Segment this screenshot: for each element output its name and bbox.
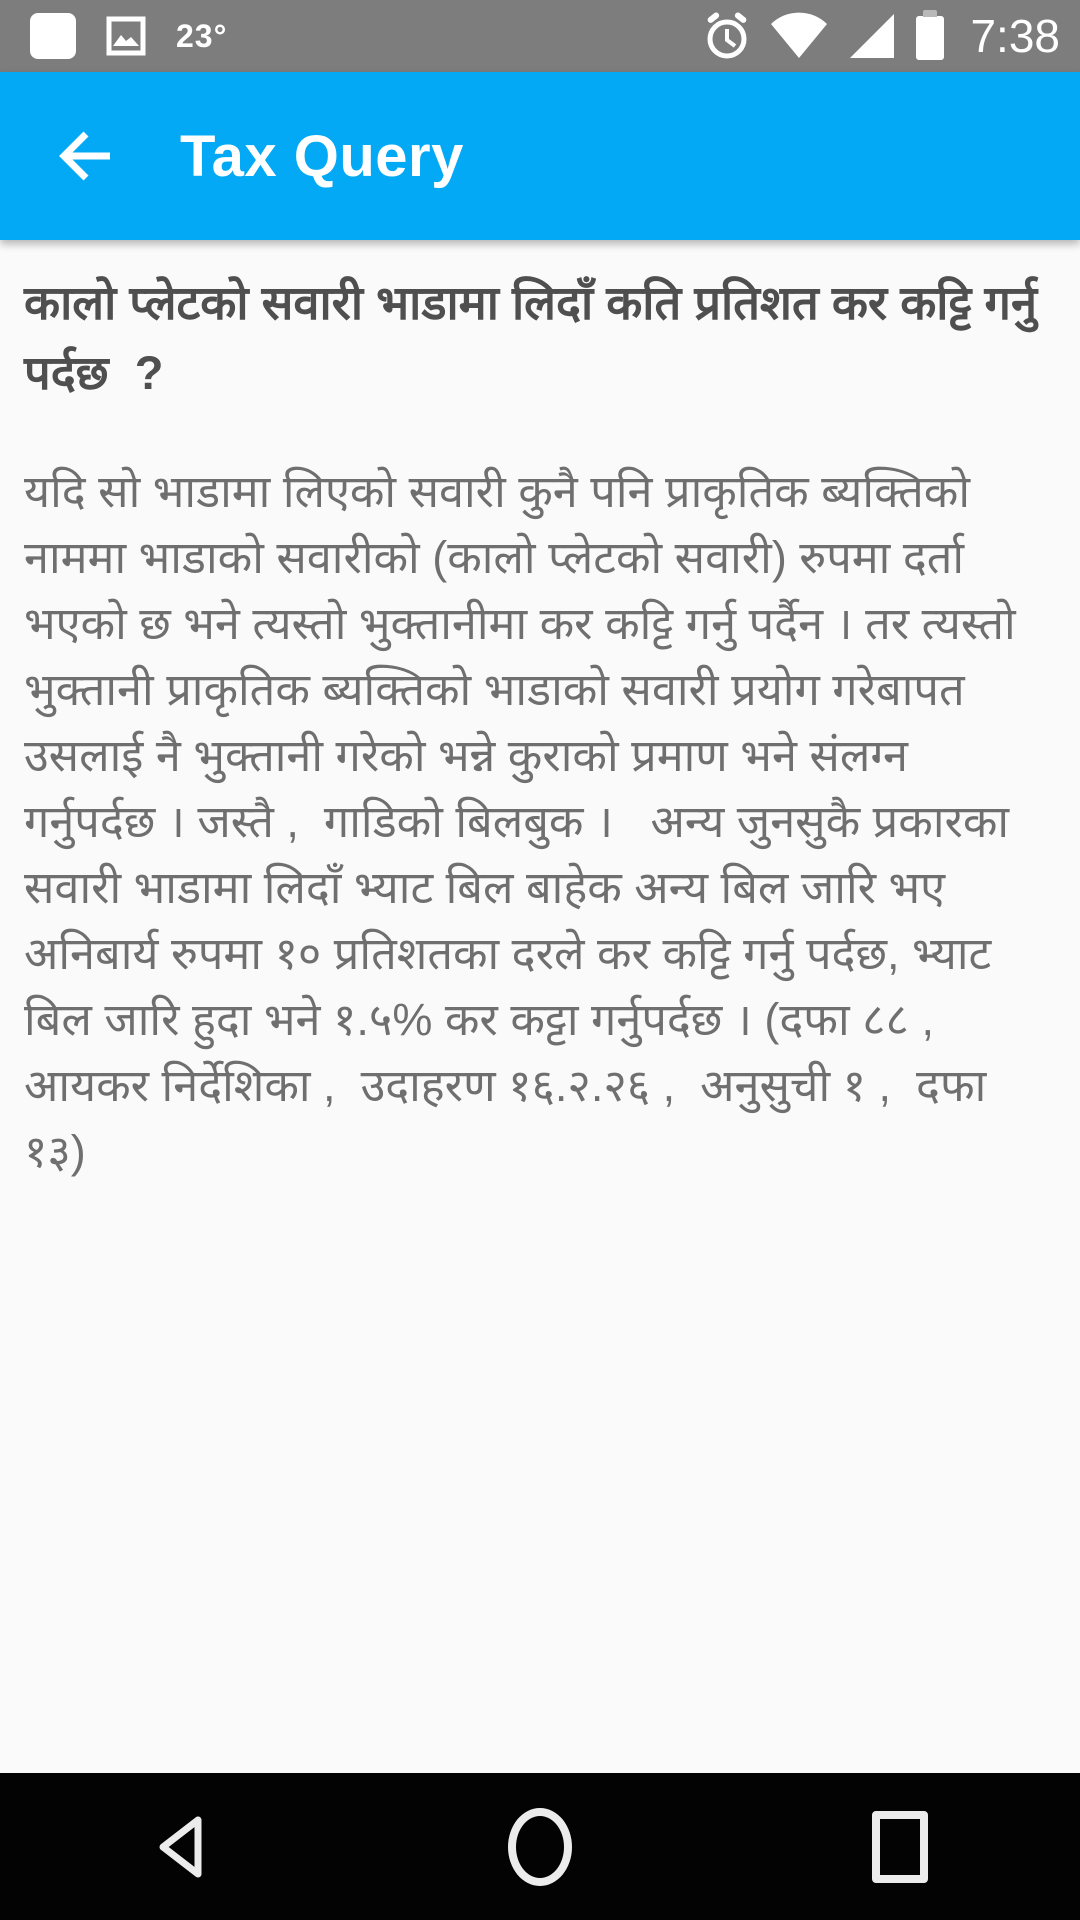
- answer-text: यदि सो भाडामा लिएको सवारी कुनै पनि प्राकृतिक ब्यक्तिको नाममा भाडाको सवारीको (कालो प्लेटको सवारी) रुपमा दर्ता भएको छ भने त्यस्तो भुक्तानीमा कर कट्टि गर्नु पर्दैन । तर त्यस्तो भुक्तानी प्राकृतिक ब्यक्तिको भाडाको सवारी प्रयोग गरेबापत उसलाई नै भुक्तानी गरेको भन्ने कुराको प्रमाण भने संलग्न गर्नुपर्दछ । जस्तै , गाडिको बिलबुक । अन्य जुनसुकै प्रकारका सवारी भाडामा लिदाँ भ्याट बिल बाहेक अन्य बिल जारि भए अनिबार्य रुपमा १० प्रतिशतका दरले कर कट्टि गर्नु पर्दछ, भ्याट बिल जारि हुदा भने १.५% कर कट्टा गर्नुपर्दछ । (दफा ८८ , आयकर निर्देशिका , उदाहरण १६.२.२६ , अनुसुची १ , दफा १३): [24, 466, 1029, 1178]
- content-area: [0, 240, 1080, 1185]
- status-bar-left: [20, 13, 227, 59]
- signal-icon: [848, 12, 896, 60]
- temperature-label: 23°: [176, 17, 228, 54]
- wifi-icon: [770, 12, 828, 60]
- nav-back-button[interactable]: [0, 1773, 360, 1920]
- alarm-icon: [704, 11, 750, 61]
- navigation-bar: [0, 1773, 1080, 1920]
- notification-square-icon: [30, 13, 76, 59]
- image-icon: [106, 16, 146, 56]
- question-text: कालो प्लेटको सवारी भाडामा लिदाँ कति प्रतिशत कर कट्टि गर्नु पर्दछ ?: [24, 276, 1051, 399]
- home-circle-icon: [508, 1808, 572, 1886]
- recents-square-icon: [872, 1811, 928, 1883]
- back-arrow-icon[interactable]: [52, 125, 114, 187]
- status-bar-right: [704, 9, 1060, 63]
- app-bar: [0, 72, 1080, 240]
- nav-recents-button[interactable]: [720, 1773, 1080, 1920]
- back-triangle-icon: [154, 1813, 206, 1881]
- clock-label: 7:38: [970, 10, 1060, 62]
- battery-icon: [916, 16, 944, 60]
- page-title: Tax Query: [180, 123, 464, 189]
- nav-home-button[interactable]: [360, 1773, 720, 1920]
- status-bar: [0, 0, 1080, 72]
